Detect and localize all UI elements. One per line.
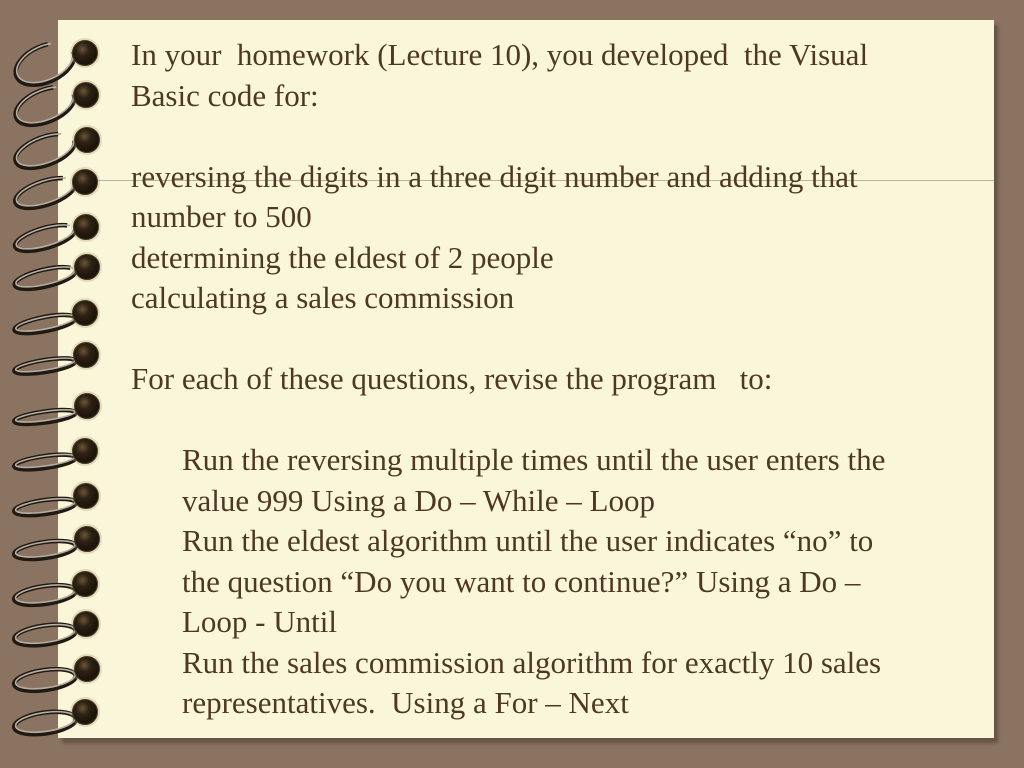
text-line: representatives. Using a For – Next xyxy=(182,685,629,720)
binding-wire-highlight xyxy=(14,666,76,692)
binding-hole xyxy=(75,255,100,280)
text-line: reversing the digits in a three digit number and adding that xyxy=(131,158,858,194)
text-line: Basic code for: xyxy=(131,77,319,113)
binding-hole xyxy=(75,657,100,682)
text-line: determining the eldest of 2 people xyxy=(131,239,554,275)
text-line: the question “Do you want to continue?” Using a Do – xyxy=(182,563,861,599)
binding-hole xyxy=(73,700,98,725)
binding-hole xyxy=(75,128,100,153)
text-line: Loop - Until xyxy=(182,604,337,639)
binding-wire-highlight xyxy=(15,582,77,606)
binding-hole xyxy=(75,527,100,552)
binding-hole xyxy=(73,170,98,195)
text-line: number to 500 xyxy=(131,199,312,234)
binding-wire-highlight xyxy=(14,708,76,735)
text-gap xyxy=(131,400,885,441)
text-gap xyxy=(131,319,885,360)
text-line: calculating a sales commission xyxy=(131,280,515,315)
binding-hole xyxy=(73,301,98,326)
binding-hole xyxy=(75,394,100,419)
slide-body-text xyxy=(131,35,885,724)
spiral-binding xyxy=(0,0,130,768)
text-line: In your homework (Lecture 10), you developed the Visual xyxy=(131,37,869,72)
text-line: Run the sales commission algorithm for exactly 10 sales xyxy=(182,644,882,680)
text-gap xyxy=(131,116,885,157)
text-line: Run the eldest algorithm until the user indicates “no” to xyxy=(182,523,874,558)
binding-hole xyxy=(74,215,99,240)
binding-hole xyxy=(73,41,98,66)
text-line: For each of these questions, revise the program to: xyxy=(131,361,773,396)
text-line: Run the reversing multiple times until the user enters the xyxy=(182,442,886,477)
binding-wire-highlight xyxy=(14,621,76,646)
binding-hole xyxy=(73,572,98,597)
binding-hole xyxy=(74,484,99,509)
binding-hole xyxy=(74,83,99,108)
text-line: value 999 Using a Do – While – Loop xyxy=(182,482,655,518)
binding-hole xyxy=(74,343,99,368)
binding-hole xyxy=(73,439,98,464)
binding-hole xyxy=(74,612,99,637)
